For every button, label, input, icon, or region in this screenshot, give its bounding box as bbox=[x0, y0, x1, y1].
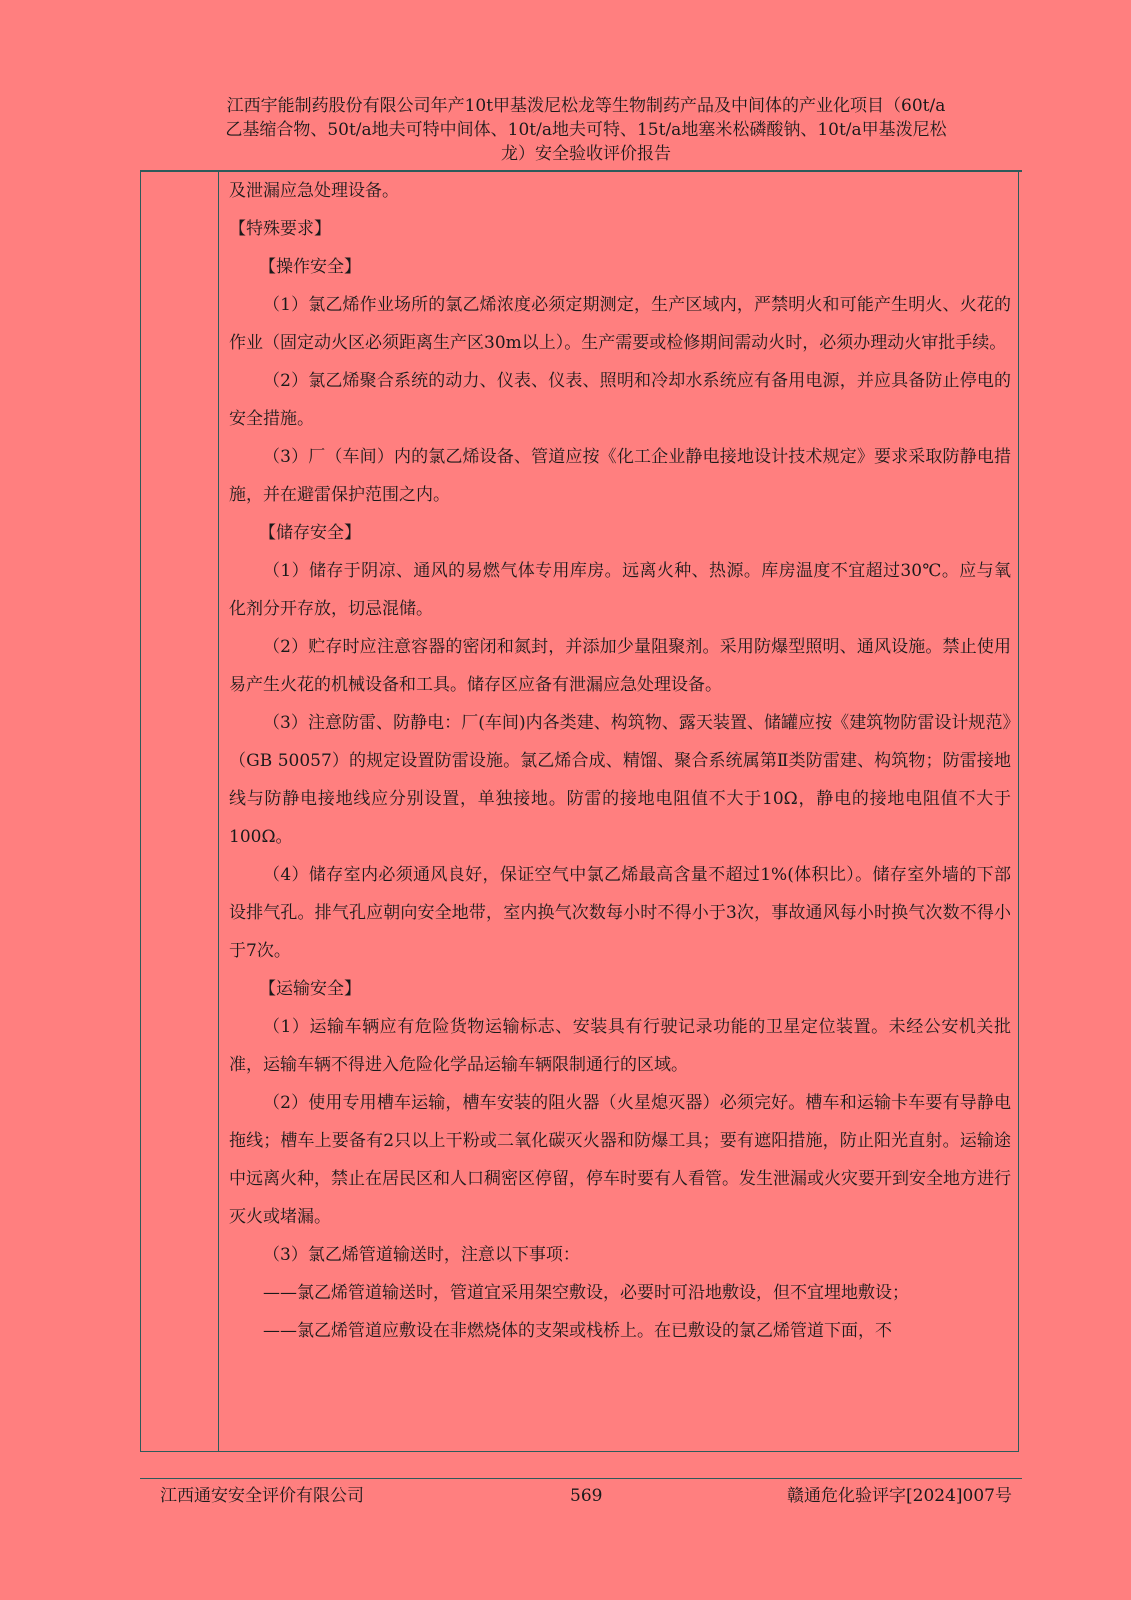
header-line-3: 龙）安全验收评价报告 bbox=[501, 144, 671, 164]
operation-item-2: （2）氯乙烯聚合系统的动力、仪表、仪表、照明和冷却水系统应有备用电源，并应具备防止停电的安全措施。 bbox=[229, 371, 1011, 429]
content-table bbox=[140, 172, 1019, 1452]
header-line-2: 乙基缩合物、50t/a地夫可特中间体、10t/a地夫可特、15t/a地塞米松磷酸钠、10t/a甲基泼尼松 bbox=[225, 120, 947, 140]
header-line-1: 江西宇能制药股份有限公司年产10t甲基泼尼松龙等生物制药产品及中间体的产业化项目（60t/a bbox=[226, 96, 946, 116]
footer-company: 江西通安安全评价有限公司 bbox=[160, 1486, 364, 1506]
transport-item-3a: ——氯乙烯管道输送时，管道宜采用架空敷设，必要时可沿地敷设，但不宜埋地敷设； bbox=[263, 1283, 909, 1303]
transport-item-1: （1）运输车辆应有危险货物运输标志、安装具有行驶记录功能的卫星定位装置。未经公安机关批准，运输车辆不得进入危险化学品运输车辆限制通行的区域。 bbox=[229, 1017, 1011, 1075]
document-number: 赣通危化验评字[2024]007号 bbox=[787, 1486, 1012, 1506]
transport-item-3: （3）氯乙烯管道输送时，注意以下事项： bbox=[263, 1245, 580, 1265]
transport-item-3b: ——氯乙烯管道应敷设在非燃烧体的支架或栈桥上。在已敷设的氯乙烯管道下面，不 bbox=[263, 1321, 892, 1341]
footer-divider bbox=[140, 1478, 1022, 1479]
operation-item-1: （1）氯乙烯作业场所的氯乙烯浓度必须定期测定，生产区域内，严禁明火和可能产生明火、火花的作业（固定动火区必须距离生产区30m以上）。生产需要或检修期间需动火时，必须办理动火审批手续。 bbox=[229, 295, 1011, 353]
heading-special-requirements: 【特殊要求】 bbox=[229, 219, 331, 239]
heading-operation-safety: 【操作安全】 bbox=[259, 257, 361, 277]
report-header bbox=[150, 94, 1022, 166]
paragraph-continued: 及泄漏应急处理设备。 bbox=[229, 181, 399, 201]
operation-item-3: （3）厂（车间）内的氯乙烯设备、管道应按《化工企业静电接地设计技术规定》要求采取防静电措施，并在避雷保护范围之内。 bbox=[229, 447, 1011, 505]
report-footer bbox=[160, 1484, 1012, 1508]
storage-item-3: （3）注意防雷、防静电：厂(车间)内各类建、构筑物、露天装置、储罐应按《建筑物防雷设计规范》（GB 50057）的规定设置防雷设施。氯乙烯合成、精馏、聚合系统属第Ⅱ类防雷建、构筑物；防雷接地线与防静电接地线应分别设置，单独接地。防雷的接地电阻值不大于10Ω，静电的接地电阻值不大于100Ω。 bbox=[229, 713, 1011, 847]
page-number: 569 bbox=[570, 1486, 603, 1506]
storage-item-4: （4）储存室内必须通风良好，保证空气中氯乙烯最高含量不超过1%(体积比）。储存室外墙的下部设排气孔。排气孔应朝向安全地带，室内换气次数每小时不得小于3次，事故通风每小时换气次数不得小于7次。 bbox=[229, 865, 1011, 961]
heading-storage-safety: 【储存安全】 bbox=[259, 523, 361, 543]
table-left-column bbox=[141, 172, 219, 1451]
storage-item-2: （2）贮存时应注意容器的密闭和氮封，并添加少量阻聚剂。采用防爆型照明、通风设施。禁止使用易产生火花的机械设备和工具。储存区应备有泄漏应急处理设备。 bbox=[229, 637, 1011, 695]
heading-transport-safety: 【运输安全】 bbox=[259, 979, 361, 999]
storage-item-1: （1）储存于阴凉、通风的易燃气体专用库房。远离火种、热源。库房温度不宜超过30℃。应与氧化剂分开存放，切忌混储。 bbox=[229, 561, 1011, 619]
transport-item-2: （2）使用专用槽车运输，槽车安装的阻火器（火星熄灭器）必须完好。槽车和运输卡车要有导静电拖线；槽车上要备有2只以上干粉或二氧化碳灭火器和防爆工具；要有遮阳措施，防止阳光直射。运输途中远离火种，禁止在居民区和人口稠密区停留，停车时要有人看管。发生泄漏或火灾要开到安全地方进行灭火或堵漏。 bbox=[229, 1093, 1011, 1227]
table-right-column bbox=[229, 172, 1011, 1350]
